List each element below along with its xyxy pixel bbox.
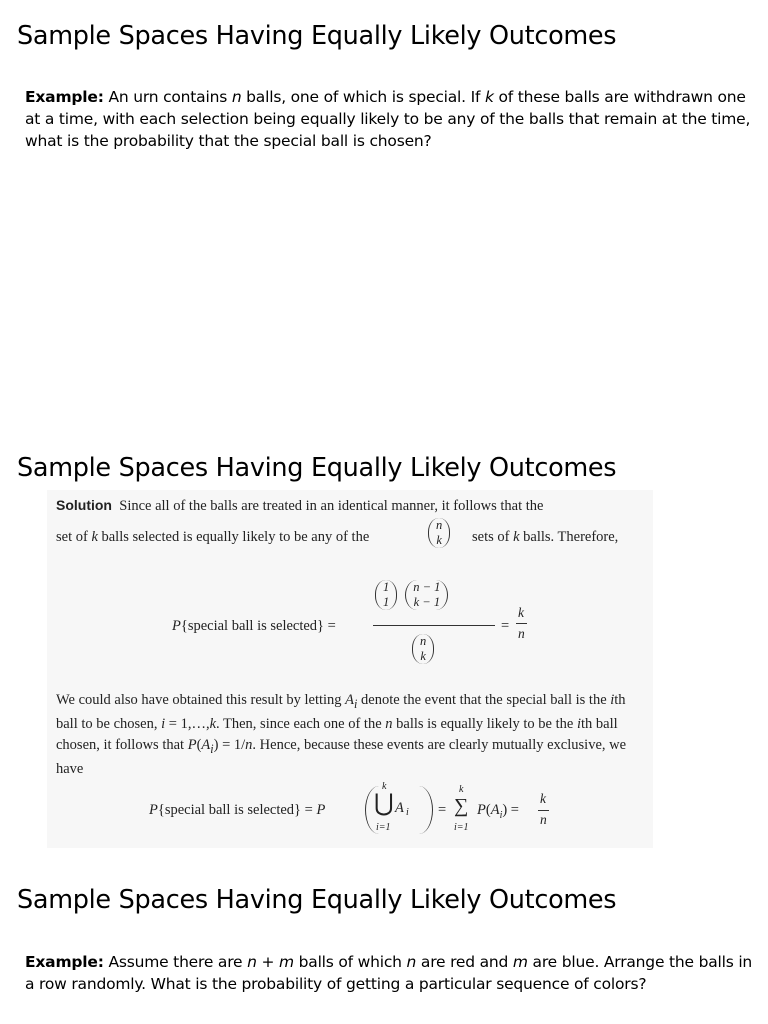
eq1-lhs: P{special ball is selected} = [172,618,336,634]
slide2-title: Sample Spaces Having Equally Likely Outcomes [17,453,617,483]
eq1-rhs-denominator: n [518,626,525,641]
binom-n-k: n k [428,516,450,548]
sum-symbol: ∑ [454,795,469,817]
eq1-rhs-numerator: k [518,605,524,620]
slide1-example: Example: An urn contains n balls, one of which is special. If k of these balls are withdrawn one at a time, with each selection being equally likely to be any of the balls that remain at the time, what is the probability that the special ball is chosen? [25,88,751,150]
eq1-numerator [375,578,448,610]
eq2-rhs-numerator: k [540,791,546,806]
eq1-fraction-bar [373,625,495,626]
slide3-example: Example: Assume there are n + m balls of which n are red and m are blue. Arrange the balls in a row randomly. What is the probability of getting a particular sequence of colors? [25,953,753,993]
eq1-equals: = [501,618,510,634]
eq2-rhs-bar [538,810,549,811]
eq1-binom-1-1: 1 1 [375,580,397,610]
solution-line2-end: sets of k balls. Therefore, [472,529,619,545]
eq1-rhs-bar [516,623,527,624]
eq2-union-paren: k ⋃ i=1 A i [365,786,433,834]
solution-line1: Solution Since all of the balls are treated in an identical manner, it follows that the [56,497,544,514]
slide1-title: Sample Spaces Having Equally Likely Outcomes [17,21,617,51]
solution-paragraph2: We could also have obtained this result by letting $A_i$ denote the event that the special ball is the ith ball to be chosen, i = 1,…,k. Then, since each one of the n balls is equally likely to be the ith ball chosen, it follows that $P(A_i) = 1/n$. Hence, because these events are clearly mutually exclusive, we have [56,692,627,778]
eq1-denominator: n k [412,632,434,664]
union-symbol: ⋃ [374,791,394,817]
eq2-sum: k ∑ i=1 [454,784,469,833]
slide3-title: Sample Spaces Having Equally Likely Outcomes [17,885,617,915]
eq2-rhs-denominator: n [540,812,547,827]
eq2-equals: = [438,802,447,818]
eq2-sum-term: $P(A_i)$ = [477,802,519,821]
solution-line2: set of k balls selected is equally likely to be any of the [56,529,370,545]
eq1-binom-n1-k1: n − 1 k − 1 [405,580,448,610]
eq2-lhs: P{special ball is selected} = P [149,802,326,818]
textbook-solution-excerpt [47,490,653,848]
